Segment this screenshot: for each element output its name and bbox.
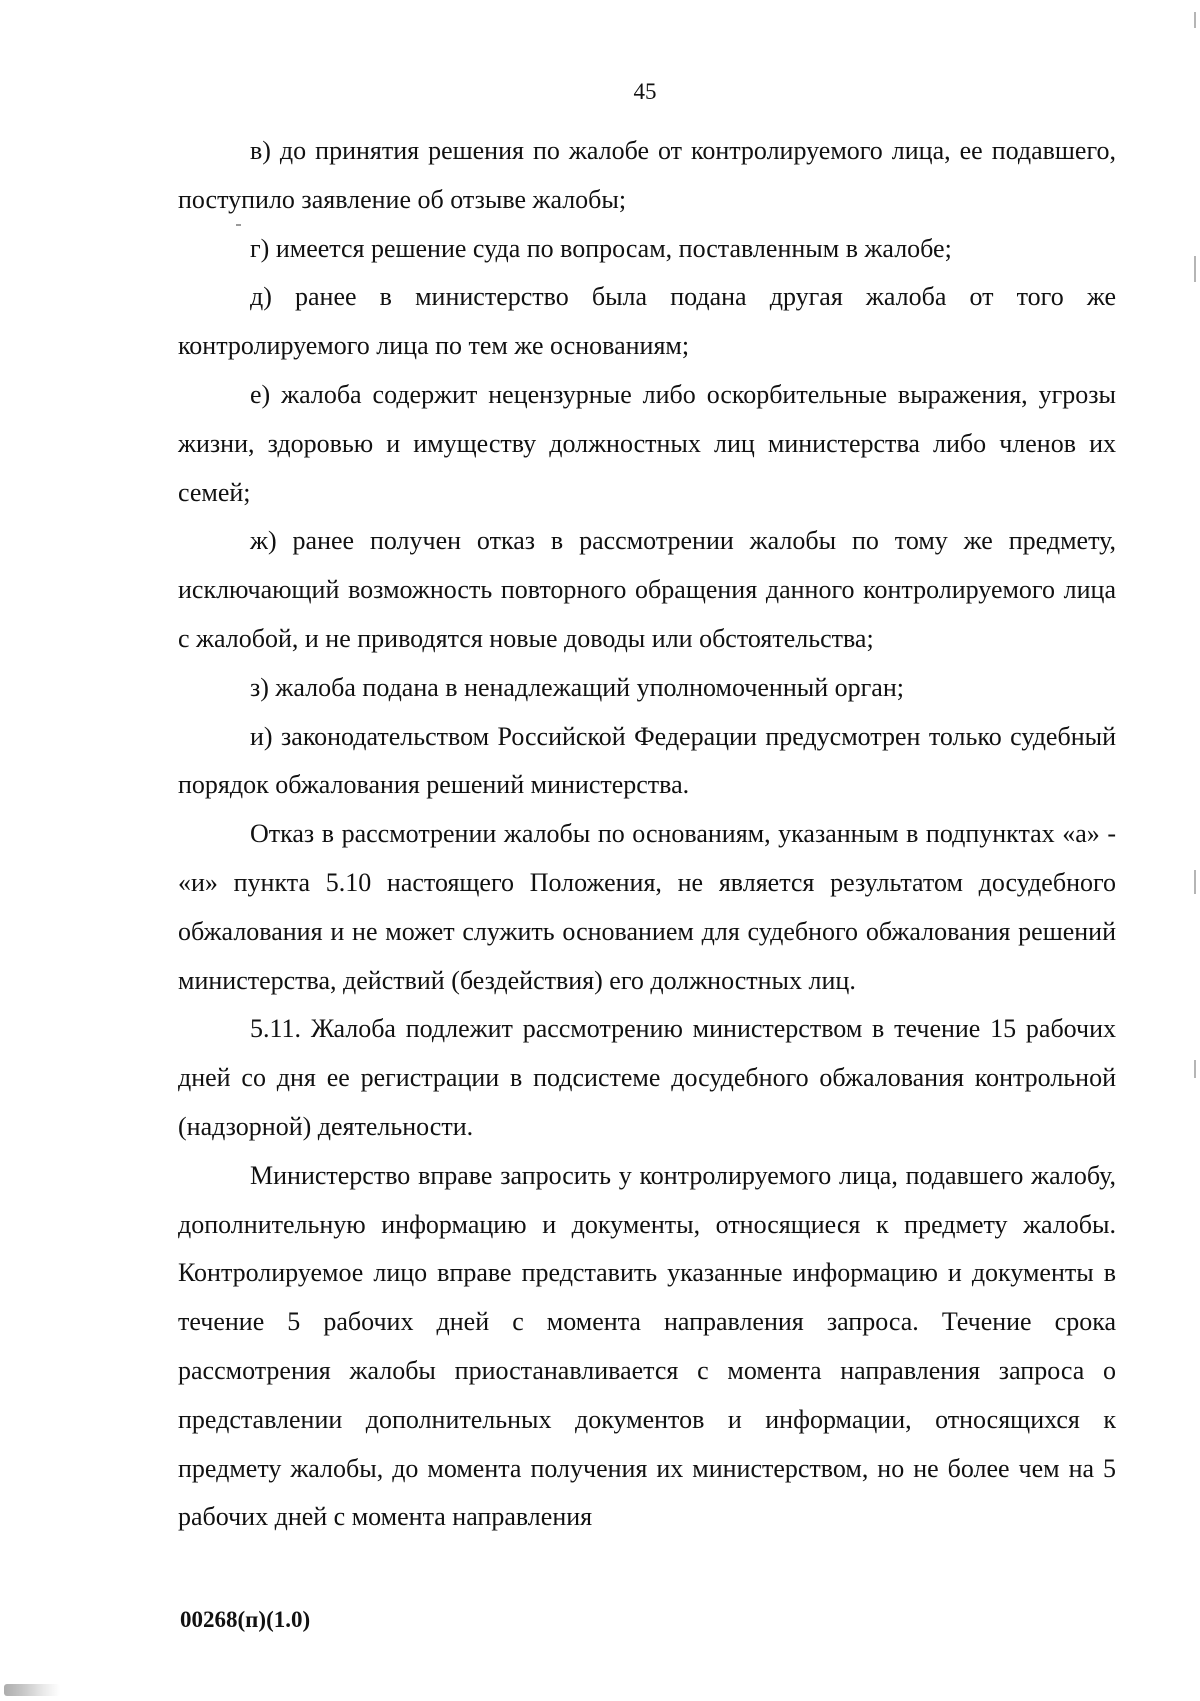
document-body: [178, 127, 1116, 1542]
page-number: 45: [633, 79, 657, 104]
paragraph-item-i: и) законодательством Российской Федерации предусмотрен только судебный порядок обжалования решений министерства.: [178, 721, 1116, 800]
paragraph-item-d: д) ранее в министерство была подана другая жалоба от того же контролируемого лица по тем же основаниям;: [178, 282, 1116, 361]
scan-edge-mark: [1194, 870, 1196, 894]
paragraph-item-zh: ж) ранее получен отказ в рассмотрении жалобы по тому же предмету, исключающий возможность повторного обращения данного контролируемого лица с жалобой, и не приводятся новые доводы или обстоятельства;: [178, 526, 1116, 653]
paragraph-item-v: в) до принятия решения по жалобе от контролируемого лица, ее подавшего, поступило заявление об отзыве жалобы;: [178, 136, 1116, 214]
paragraph-refusal-note: Отказ в рассмотрении жалобы по основаниям, указанным в подпунктах «а» - «и» пункта 5.10 настоящего Положения, не является результатом досудебного обжалования и не может служить основанием для судебного обжалования решений министерства, действий (бездействия) его должностных лиц.: [178, 819, 1116, 995]
paragraph-item-e: е) жалоба содержит нецензурные либо оскорбительные выражения, угрозы жизни, здоровью и имуществу должностных лиц министерства либо членов их семей;: [178, 379, 1116, 507]
paragraph-ministry-request: Министерство вправе запросить у контролируемого лица, подавшего жалобу, дополнительную информацию и документы, относящиеся к предмету жалобы. Контролируемое лицо вправе представить указанные информацию и документы в течение 5 рабочих дней с момента направления запроса. Течение срока рассмотрения жалобы приостанавливается с момента направления запроса о представлении дополнительных документов и информации, относящихся к предмету жалобы, до момента получения их министерством, но не более чем на 5 рабочих дней с момента направления: [178, 1160, 1116, 1532]
paragraph-item-z: з) жалоба подана в ненадлежащий уполномоченный орган;: [250, 672, 904, 702]
document-code: 00268(п)(1.0): [180, 1607, 311, 1632]
paragraph-item-g: г) имеется решение суда по вопросам, поставленным в жалобе;: [250, 233, 952, 263]
scan-edge-mark: [1194, 12, 1196, 28]
paragraph-section-5-11: 5.11. Жалоба подлежит рассмотрению министерством в течение 15 рабочих дней со дня ее регистрации в подсистеме досудебного обжалования контрольной (надзорной) деятельности.: [178, 1014, 1116, 1141]
scan-edge-mark: [1194, 256, 1196, 282]
scan-speck: [236, 224, 241, 226]
scan-smudge: [4, 1684, 60, 1696]
scan-edge-mark: [1194, 1060, 1196, 1078]
